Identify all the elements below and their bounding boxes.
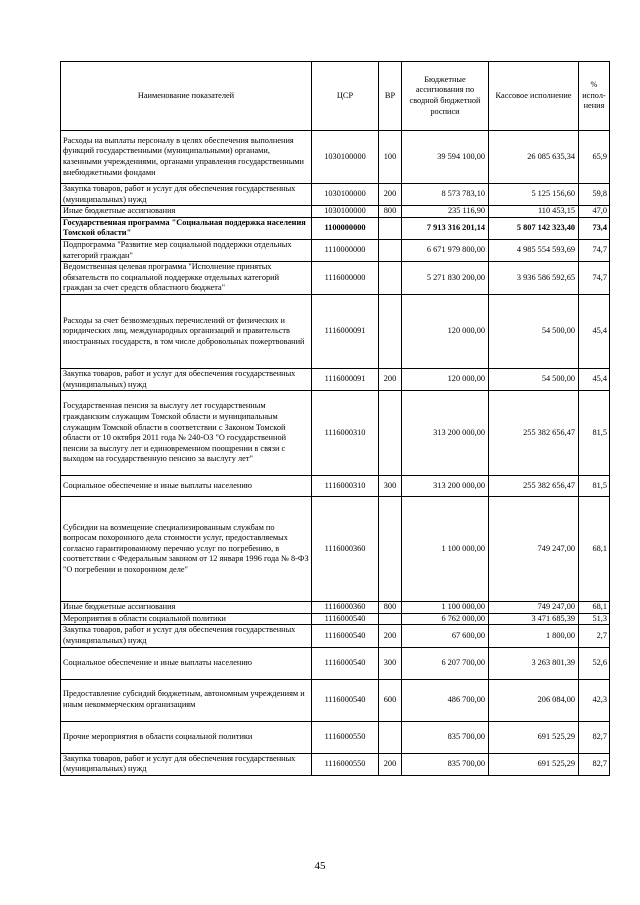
cell-percent: 81,5 <box>579 476 610 497</box>
cell-budget: 835 700,00 <box>402 721 489 753</box>
table-row <box>61 753 610 775</box>
cell-percent: 68,1 <box>579 602 610 614</box>
cell-csr: 1116000091 <box>312 294 379 368</box>
cell-cash: 749 247,00 <box>489 497 579 602</box>
cell-budget: 120 000,00 <box>402 294 489 368</box>
cell-budget: 39 594 100,00 <box>402 131 489 184</box>
cell-percent: 81,5 <box>579 391 610 476</box>
header-name: Наименование показателей <box>61 62 312 131</box>
table-row <box>61 131 610 184</box>
cell-name: Закупка товаров, работ и услуг для обеспечения государственных (муниципальных) нужд <box>61 184 312 206</box>
cell-name: Иные бюджетные ассигнования <box>61 602 312 614</box>
cell-budget: 313 200 000,00 <box>402 391 489 476</box>
cell-name: Прочие мероприятия в области социальной политики <box>61 721 312 753</box>
cell-budget: 1 100 000,00 <box>402 497 489 602</box>
cell-percent: 73,4 <box>579 217 610 239</box>
cell-cash: 5 807 142 323,40 <box>489 217 579 239</box>
table-row <box>61 217 610 239</box>
table-row <box>61 613 610 625</box>
table-row <box>61 602 610 614</box>
cell-percent: 82,7 <box>579 753 610 775</box>
table-row <box>61 647 610 679</box>
cell-csr: 1116000091 <box>312 368 379 390</box>
cell-cash: 26 085 635,34 <box>489 131 579 184</box>
cell-vr <box>379 497 402 602</box>
cell-name: Расходы на выплаты персоналу в целях обеспечения выполнения функций государственными (муниципальными) органами, казенными учреждениями, органами управления государственными внебюджетными фондами <box>61 131 312 184</box>
cell-vr: 200 <box>379 753 402 775</box>
cell-cash: 255 382 656,47 <box>489 391 579 476</box>
cell-name: Государственная пенсия за выслугу лет государственным гражданским служащим Томской области и муниципальным служащим Томской области в соответствии с Законом Томской области от 10 октября 2011 года № 240-ОЗ "О государственной пенсии за выслугу лет и единовременном поощрении в связи с выходом на государственную пенсию за выслугу лет" <box>61 391 312 476</box>
cell-percent: 51,3 <box>579 613 610 625</box>
cell-csr: 1116000310 <box>312 391 379 476</box>
page-number: 45 <box>314 860 326 872</box>
cell-budget: 6 762 000,00 <box>402 613 489 625</box>
table-header-row <box>61 62 610 131</box>
cell-csr: 1116000540 <box>312 625 379 647</box>
cell-vr <box>379 239 402 261</box>
cell-cash: 1 800,00 <box>489 625 579 647</box>
cell-cash: 691 525,29 <box>489 721 579 753</box>
table-row <box>61 184 610 206</box>
header-budget: Бюджетные ассигнования по сводной бюджетной росписи <box>402 62 489 131</box>
cell-budget: 835 700,00 <box>402 753 489 775</box>
cell-vr: 200 <box>379 368 402 390</box>
header-cash: Кассовое исполнение <box>489 62 579 131</box>
cell-csr: 1030100000 <box>312 184 379 206</box>
cell-csr: 1116000550 <box>312 721 379 753</box>
cell-percent: 82,7 <box>579 721 610 753</box>
cell-cash: 3 263 801,39 <box>489 647 579 679</box>
cell-cash: 54 500,00 <box>489 294 579 368</box>
cell-csr: 1116000540 <box>312 679 379 721</box>
cell-csr: 1116000360 <box>312 497 379 602</box>
cell-percent: 65,9 <box>579 131 610 184</box>
cell-cash: 206 084,00 <box>489 679 579 721</box>
table-row <box>61 391 610 476</box>
cell-name: Закупка товаров, работ и услуг для обеспечения государственных (муниципальных) нужд <box>61 753 312 775</box>
cell-cash: 4 985 554 593,69 <box>489 239 579 261</box>
cell-csr: 1116000000 <box>312 262 379 295</box>
cell-vr <box>379 294 402 368</box>
cell-name: Социальное обеспечение и иные выплаты населению <box>61 647 312 679</box>
table-row <box>61 206 610 218</box>
cell-percent: 74,7 <box>579 262 610 295</box>
cell-vr: 800 <box>379 602 402 614</box>
header-percent: % испол-нения <box>579 62 610 131</box>
cell-cash: 3 936 586 592,65 <box>489 262 579 295</box>
cell-cash: 3 471 685,39 <box>489 613 579 625</box>
table-row <box>61 368 610 390</box>
cell-cash: 54 500,00 <box>489 368 579 390</box>
cell-percent: 2,7 <box>579 625 610 647</box>
table-row <box>61 294 610 368</box>
cell-vr: 200 <box>379 184 402 206</box>
table-row <box>61 239 610 261</box>
cell-percent: 45,4 <box>579 368 610 390</box>
cell-csr: 1030100000 <box>312 206 379 218</box>
cell-name: Закупка товаров, работ и услуг для обеспечения государственных (муниципальных) нужд <box>61 368 312 390</box>
header-csr: ЦСР <box>312 62 379 131</box>
cell-budget: 6 671 979 800,00 <box>402 239 489 261</box>
cell-budget: 6 207 700,00 <box>402 647 489 679</box>
cell-cash: 5 125 156,60 <box>489 184 579 206</box>
cell-vr <box>379 613 402 625</box>
cell-percent: 59,8 <box>579 184 610 206</box>
cell-csr: 1100000000 <box>312 217 379 239</box>
cell-csr: 1030100000 <box>312 131 379 184</box>
cell-csr: 1116000540 <box>312 613 379 625</box>
cell-name: Закупка товаров, работ и услуг для обеспечения государственных (муниципальных) нужд <box>61 625 312 647</box>
cell-vr: 600 <box>379 679 402 721</box>
cell-percent: 68,1 <box>579 497 610 602</box>
cell-cash: 749 247,00 <box>489 602 579 614</box>
table-row <box>61 721 610 753</box>
cell-vr: 800 <box>379 206 402 218</box>
cell-vr: 200 <box>379 625 402 647</box>
cell-name: Государственная программа "Социальная поддержка населения Томской области" <box>61 217 312 239</box>
cell-csr: 1116000540 <box>312 647 379 679</box>
cell-name: Социальное обеспечение и иные выплаты населению <box>61 476 312 497</box>
cell-budget: 7 913 316 201,14 <box>402 217 489 239</box>
cell-percent: 52,6 <box>579 647 610 679</box>
cell-name: Иные бюджетные ассигнования <box>61 206 312 218</box>
cell-budget: 67 600,00 <box>402 625 489 647</box>
cell-name: Подпрограмма "Развитие мер социальной поддержки отдельных категорий граждан" <box>61 239 312 261</box>
cell-name: Ведомственная целевая программа "Исполнение принятых обязательств по социальной поддержке отдельных категорий граждан за счет средств областного бюджета" <box>61 262 312 295</box>
table-row <box>61 679 610 721</box>
cell-vr <box>379 391 402 476</box>
cell-percent: 45,4 <box>579 294 610 368</box>
table-body <box>61 131 610 776</box>
cell-name: Расходы за счет безвозмездных перечислений от физических и юридических лиц, международных организаций и правительств иностранных государств, в том числе добровольных пожертвований <box>61 294 312 368</box>
table-row <box>61 262 610 295</box>
cell-cash: 255 382 656,47 <box>489 476 579 497</box>
cell-csr: 1110000000 <box>312 239 379 261</box>
cell-csr: 1116000360 <box>312 602 379 614</box>
cell-vr <box>379 721 402 753</box>
cell-cash: 691 525,29 <box>489 753 579 775</box>
cell-budget: 120 000,00 <box>402 368 489 390</box>
cell-budget: 486 700,00 <box>402 679 489 721</box>
cell-vr <box>379 262 402 295</box>
budget-execution-table <box>60 61 610 776</box>
cell-vr: 300 <box>379 476 402 497</box>
cell-percent: 74,7 <box>579 239 610 261</box>
cell-name: Мероприятия в области социальной политики <box>61 613 312 625</box>
table-row <box>61 476 610 497</box>
cell-vr: 100 <box>379 131 402 184</box>
cell-csr: 1116000310 <box>312 476 379 497</box>
table-row <box>61 497 610 602</box>
header-vr: ВР <box>379 62 402 131</box>
cell-percent: 47,0 <box>579 206 610 218</box>
cell-vr <box>379 217 402 239</box>
cell-csr: 1116000550 <box>312 753 379 775</box>
table-row <box>61 625 610 647</box>
cell-name: Предоставление субсидий бюджетным, автономным учреждениям и иным некоммерческим организациям <box>61 679 312 721</box>
cell-budget: 1 100 000,00 <box>402 602 489 614</box>
cell-name: Субсидии на возмещение специализированным службам по вопросам похоронного дела стоимости услуг, предоставляемых согласно гарантированному перечню услуг по погребению, в соответствии с Федеральным законом от 12 января 1996 года № 8-ФЗ "О погребении и похоронном деле" <box>61 497 312 602</box>
cell-budget: 313 200 000,00 <box>402 476 489 497</box>
cell-budget: 8 573 783,10 <box>402 184 489 206</box>
cell-cash: 110 453,15 <box>489 206 579 218</box>
cell-budget: 5 271 830 200,00 <box>402 262 489 295</box>
cell-percent: 42,3 <box>579 679 610 721</box>
cell-budget: 235 116,90 <box>402 206 489 218</box>
cell-vr: 300 <box>379 647 402 679</box>
